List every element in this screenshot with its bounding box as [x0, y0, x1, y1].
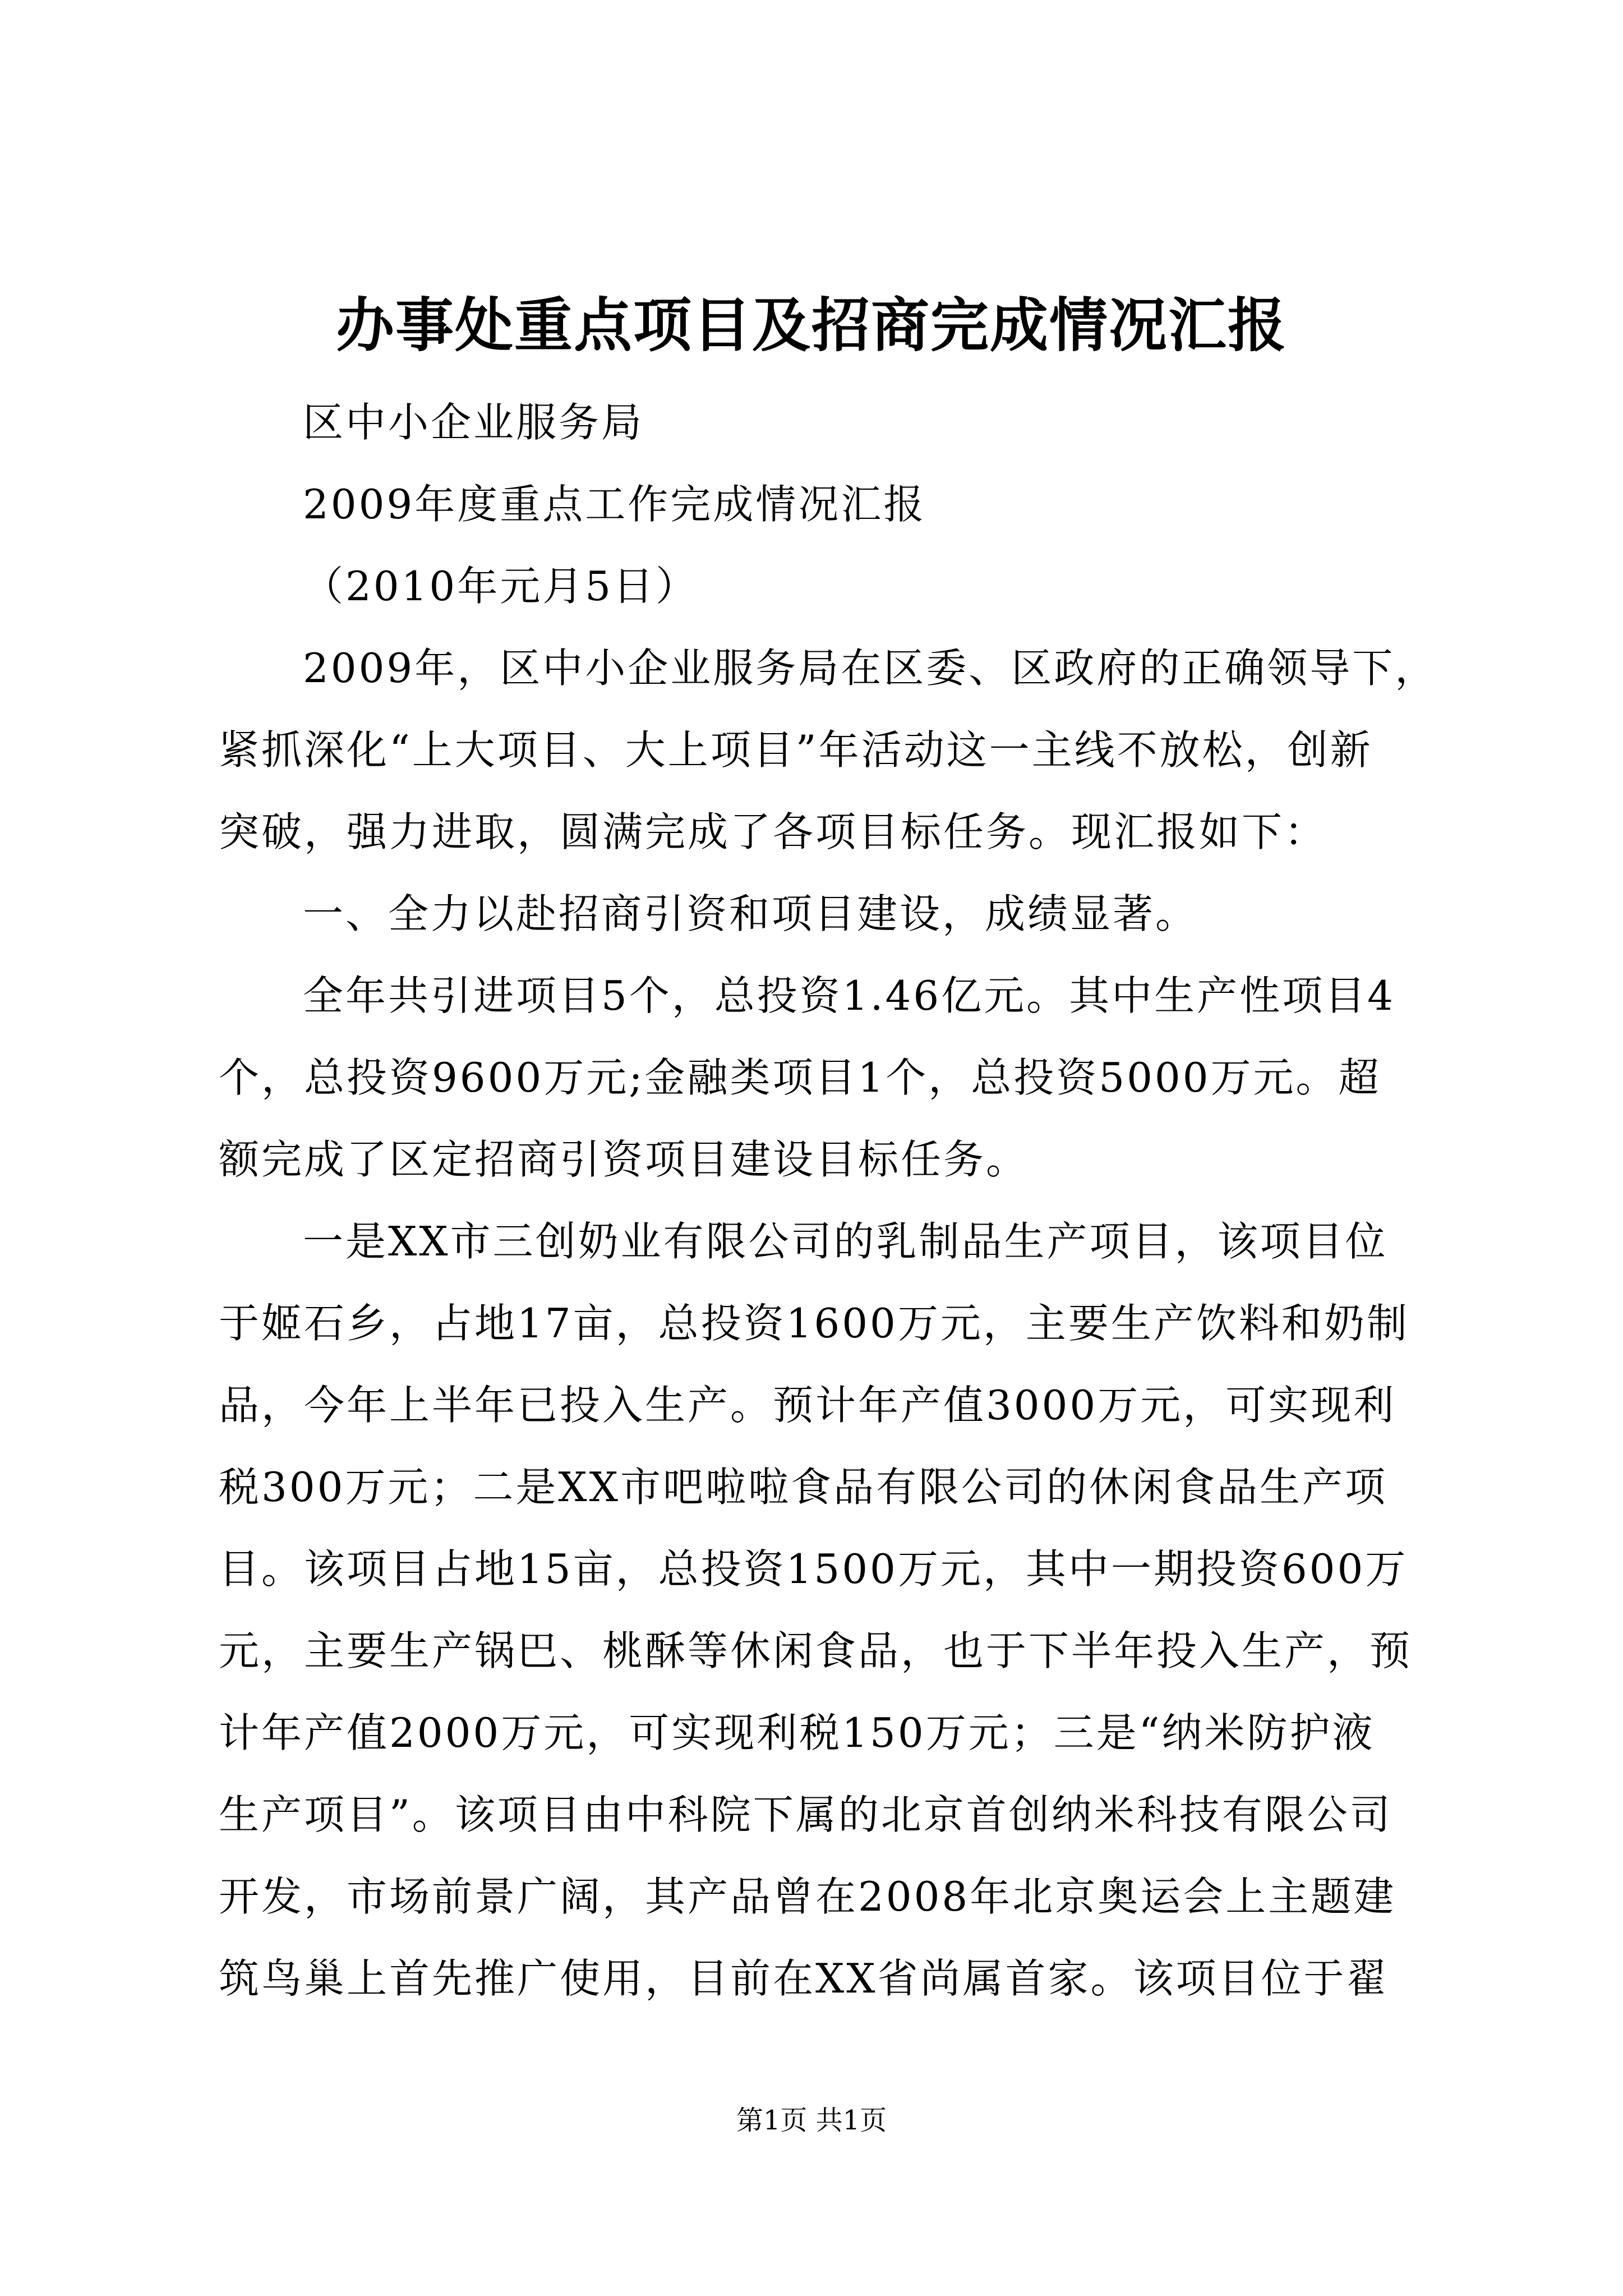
paragraph-line: 全年共引进项目5个，总投资1.46亿元。其中生产性项目4 — [303, 972, 1395, 1019]
paragraph-line: 开发，市场前景广阔，其产品曾在2008年北京奥运会上主题建 — [219, 1873, 1396, 1920]
paragraph-line: 一是XX市三创奶业有限公司的乳制品生产项目，该项目位 — [303, 1218, 1388, 1265]
paragraph-line: 元，主要生产锅巴、桃酥等休闲食品，也于下半年投入生产，预 — [219, 1627, 1413, 1674]
paragraph-line: 目。该项目占地15亩，总投资1500万元，其中一期投资600万 — [219, 1545, 1408, 1593]
section-heading: 一、全力以赴招商引资和项目建设，成绩显著。 — [303, 890, 1198, 937]
paragraph-line: 额完成了区定招商引资项目建设目标任务。 — [219, 1136, 1029, 1183]
page-footer: 第1页 共1页 — [736, 2105, 887, 2136]
paragraph-line: 计年产值2000万元，可实现利税150万元；三是“纳米防护液 — [219, 1709, 1375, 1756]
paragraph-line: 突破，强力进取，圆满完成了各项目标任务。现汇报如下： — [219, 808, 1327, 855]
paragraph-line: 2009年，区中小企业服务局在区委、区政府的正确领导下， — [303, 645, 1438, 692]
document-title: 办事处重点项目及招商完成情况汇报 — [335, 291, 1287, 360]
paragraph-line: 于姬石乡，占地17亩，总投资1600万元，主要生产饮料和奶制 — [219, 1300, 1409, 1347]
org-line: 区中小企业服务局 — [303, 399, 644, 446]
paragraph-line: 筑鸟巢上首先推广使用，目前在XX省尚属首家。该项目位于翟 — [219, 1955, 1389, 2002]
paragraph-line: 个，总投资9600万元;金融类项目1个，总投资5000万元。超 — [219, 1054, 1381, 1101]
paragraph-line: 品，今年上半年已投入生产。预计年产值3000万元，可实现利 — [219, 1382, 1396, 1429]
paragraph-line: 紧抓深化“上大项目、大上项目”年活动这一主线不放松，创新 — [219, 726, 1373, 774]
report-date: （2010年元月5日） — [303, 563, 699, 610]
document-body — [219, 381, 1438, 2019]
paragraph-line: 生产项目”。该项目由中科院下属的北京首创纳米科技有限公司 — [219, 1791, 1393, 1838]
report-subtitle: 2009年度重点工作完成情况汇报 — [303, 481, 926, 528]
paragraph-line: 税300万元；二是XX市吧啦啦食品有限公司的休闲食品生产项 — [219, 1464, 1387, 1511]
